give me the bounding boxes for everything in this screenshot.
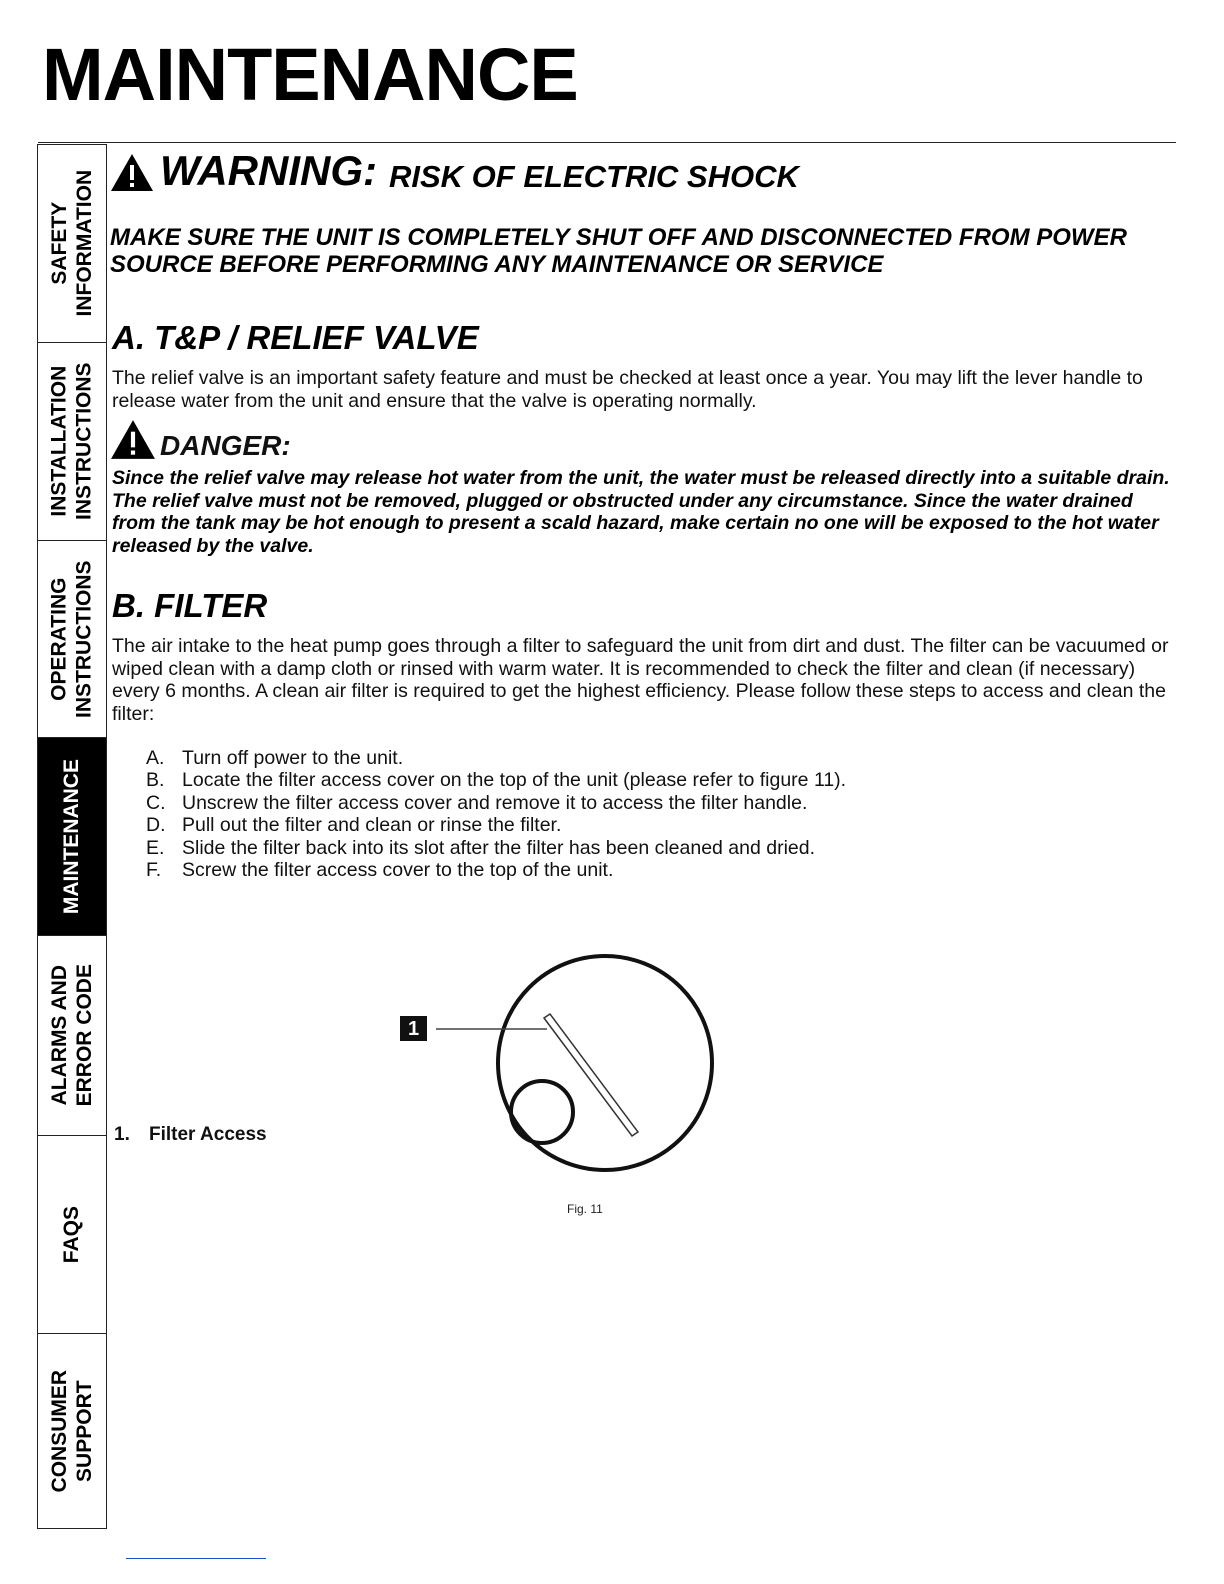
tab-operating-instructions[interactable] [38,540,106,737]
warning-triangle-icon [110,152,154,192]
tab-label: INSTALLATION INSTRUCTIONS [47,362,96,521]
tab-installation-instructions[interactable] [38,342,106,540]
step-letter: F. [146,859,162,882]
warning-heading [110,147,799,194]
step-letter: A. [146,747,165,769]
tab-alarms-and-error-code[interactable] [38,935,106,1135]
filter-access-diagram [398,942,718,1192]
tab-label: CONSUMER SUPPORT [47,1370,97,1493]
callout-number: 1 [407,1018,420,1040]
list-item [146,859,846,881]
filter-cover-circle [511,1081,573,1143]
tab-consumer-support[interactable] [38,1333,106,1529]
list-item [146,814,846,836]
step-letter: D. [146,814,166,837]
step-text: Unscrew the filter access cover and remove it to access the filter handle. [182,791,808,814]
list-item [146,792,846,814]
step-letter: C. [146,791,166,814]
warning-text: MAKE SURE THE UNIT IS COMPLETELY SHUT OFF AND DISCONNECTED FROM POWER SOURCE BEFORE PERFORMING ANY MAINTENANCE OR SERVICE [110,224,1127,278]
section-a-body: The relief valve is an important safety feature and must be checked at least once a year. You may lift the lever handle to release water from the unit and ensure that the valve is operating normally. [112,367,1143,412]
tab-label: FAQS [60,1205,84,1264]
legend-number: 1. [114,1124,130,1145]
warning-subtitle: RISK OF ELECTRIC SHOCK [388,159,799,194]
filter-steps-list [146,747,846,881]
unit-top-outline [498,956,712,1170]
step-letter: E. [146,836,165,859]
tab-label: MAINTENANCE [60,758,84,915]
danger-heading [110,418,291,460]
legend-label: Filter Access [149,1124,267,1145]
danger-text: Since the relief valve may release hot water from the unit, the water must be released directly into a suitable drain. The relief valve must not be removed, plugged or obstructed under any circumstance. Since the water drained from the tank may be hot enough to present a scald hazard, make certain no one will be exposed to the hot water released by the valve. [112,467,1170,557]
danger-triangle-icon [110,418,156,460]
tab-maintenance[interactable] [38,737,106,935]
section-b-body: The air intake to the heat pump goes through a filter to safeguard the unit from dirt and dust. The filter can be vacuumed or wiped clean with a damp cloth or rinsed with warm water. It is recommended to check the filter and clean (if necessary) every 6 months. A clean air filter is required to get the highest efficiency. Please follow these steps to access and clean the filter: [112,635,1169,725]
footer-line [126,1558,266,1559]
tab-safety-information[interactable] [38,144,106,342]
title-divider [38,142,1176,143]
tab-label: ALARMS AND ERROR CODE [47,964,97,1107]
section-a-heading: A. T&P / RELIEF VALVE [112,319,479,356]
list-item [146,769,846,791]
page-title: MAINTENANCE [42,33,578,116]
list-item [146,837,846,859]
step-text: Locate the filter access cover on the top of the unit (please refer to figure 11). [182,769,847,792]
warning-label: WARNING: [160,147,377,194]
step-text: Slide the filter back into its slot after the filter has been cleaned and dried. [182,836,816,859]
tab-label: SAFETY INFORMATION [47,170,96,317]
side-tab-nav [37,144,107,1529]
danger-label: DANGER: [160,430,291,461]
section-b-heading: B. FILTER [112,587,268,624]
tab-label: OPERATING INSTRUCTIONS [47,560,96,718]
step-text: Pull out the filter and clean or rinse the filter. [182,814,562,837]
list-item [146,747,846,769]
step-text: Screw the filter access cover to the top of the unit. [182,859,614,882]
filter-slot [544,1014,638,1136]
tab-faqs[interactable] [38,1135,106,1333]
step-letter: B. [146,769,165,792]
step-text: Turn off power to the unit. [182,747,404,769]
figure-caption: Fig. 11 [567,1202,603,1216]
